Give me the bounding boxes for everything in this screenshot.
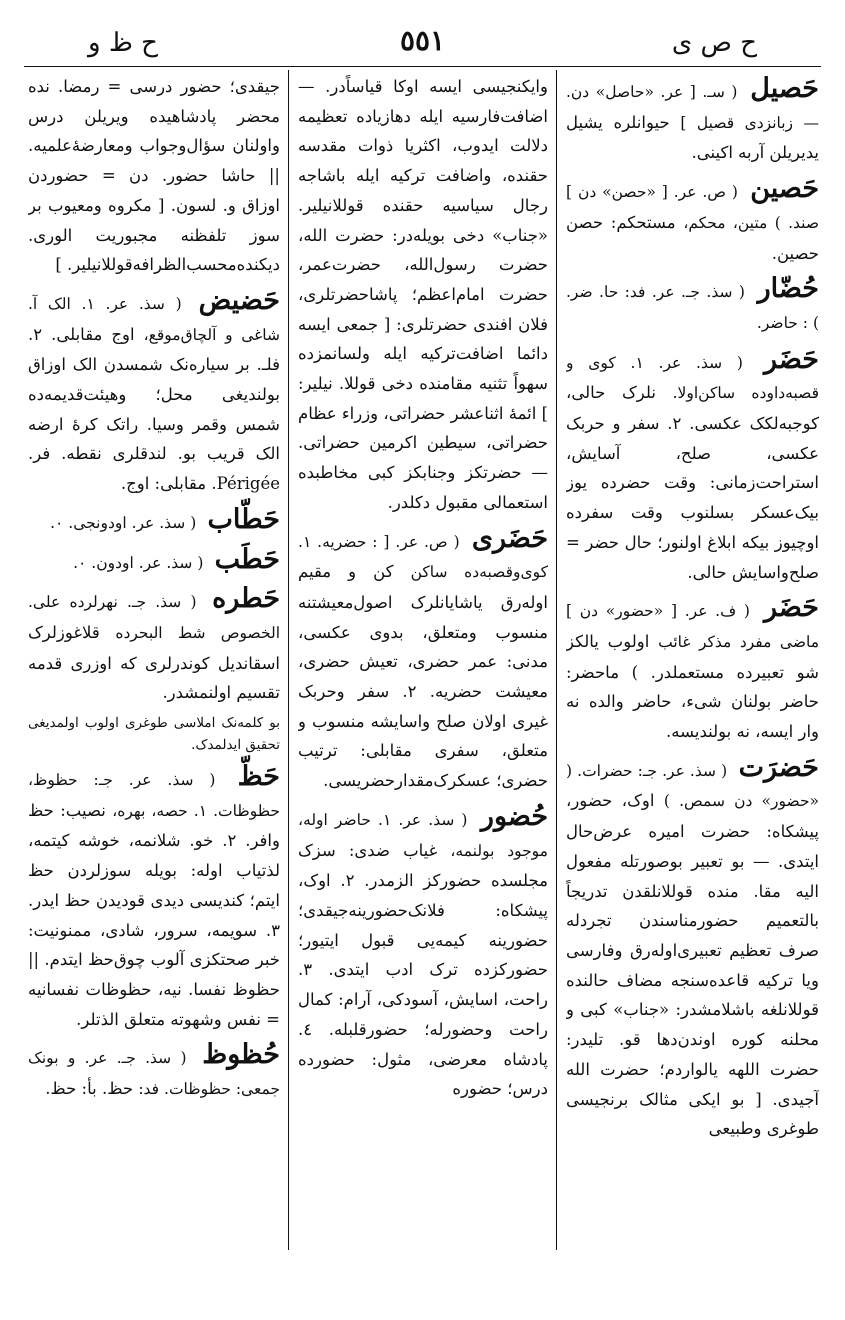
- entry-definition: غیاب ضدی: سزک مجلسده حضورکز الزمدر. ٢. اوک، پیشکاه: فلانک‌حضورینه‌جیقدی؛ حضورینه کیمه‌یی قبول ایتیور؛ حضورکزده ترک ادب ایتدی. ٣. راحت، اسایش، آسودکی، آرام: کمال راحت وحضورله؛ حضورقلبله. ٤. پادشاه معرضی، مثول: حضورده درس؛ حضوره: [298, 840, 548, 1099]
- entry-grammar-note: ( ص. عر. [ «حصن» دن ] صند. ) متین، محکم،: [566, 183, 819, 232]
- column-right: [566, 72, 819, 1246]
- dictionary-entry: [566, 751, 819, 1144]
- entry-definition: کن و مقیم اولەرق یاشایانلرک اصول‌معیشتنه منسوب ومتعلق، بدوی عکسی، مدنی: عمر حضری، تعیش حضری، معیشت حضریه. ٢. سفر وحربک غیری اولان صلح واسایشه منسوب و متعلق، سفری مقابلی: ترتیب حضری؛ عسکرک‌مقدار‌حضریسی.: [298, 562, 548, 791]
- entry-headword: حَطَب: [214, 543, 280, 575]
- editorial-note-text: بو کلمه‌نک املاسی طوغری اولوب اولمدیغی تحقیق ایدلمدک.: [28, 715, 280, 754]
- column-divider-left: [288, 70, 289, 1250]
- entry-definition: مستحکم: حصن حصین.: [566, 212, 819, 263]
- editorial-note: [28, 712, 280, 756]
- entry-grammar-note: ( سذ. عر. اودون. ٠.: [73, 553, 204, 572]
- entry-grammar-note: ( سذ. عر. ١. الک آ. شاغی و آلچاق‌موقع،: [28, 294, 280, 344]
- dictionary-entry: [566, 72, 819, 168]
- dictionary-entry: [28, 582, 280, 708]
- dictionary-entry: [28, 760, 280, 1034]
- entry-grammar-note: ( سذ. عر. جـ: حضرات. ( «حضور» دن سمص. ): [566, 761, 819, 811]
- dictionary-entry: [28, 543, 280, 579]
- dictionary-entry: [28, 284, 280, 499]
- dictionary-entry: [298, 522, 548, 796]
- dictionary-entry: [28, 1038, 280, 1104]
- page-header: [28, 22, 817, 66]
- entry-headword: حَطره: [212, 583, 280, 615]
- column-middle: [298, 72, 548, 1246]
- header-letters-right: ح ص ی: [671, 28, 757, 58]
- entry-definition: حیوانلره یشیل یدیریلن آربه اکینی.: [566, 112, 819, 163]
- entry-headword: حَضَر: [763, 343, 819, 375]
- entry-grammar-note: ( سذ. عر. جـ: حظوظ، حظوظات. ١. حصه، بهره،: [28, 771, 280, 820]
- entry-grammar-note: ( سذ. جـ. عر. و بونک جمعی: حظوظات. فد:: [28, 1049, 280, 1099]
- entry-grammar-note: ( سذ. جـ. نهرلرده علی. الخصوص شط البحرده: [28, 593, 280, 642]
- entry-grammar-note: ( سذ. جـ. عر. فد: حا. ضر. ) : حاضر.: [566, 283, 819, 332]
- entry-grammar-note: ( ص. عر. [ : حضریه. ١. کوی‌وقصبه‌ده ساکن: [298, 532, 548, 582]
- dictionary-entry: [566, 172, 819, 268]
- header-rule: [24, 66, 821, 67]
- entry-headword: حُضّار: [757, 273, 819, 305]
- entry-definition: اولوب یالکز شو تعبیرده مستعملدر. ) ماحضر: حاضر بولنان شیء، حاضر والده نه وار ایسه، نه بولندیسه.: [566, 631, 819, 742]
- page-number: ٥٥١: [399, 24, 446, 57]
- entry-headword: حَطّاب: [207, 503, 280, 535]
- dictionary-entry: [566, 591, 819, 747]
- entry-headword: حَصین: [750, 173, 819, 205]
- entry-grammar-note: ( سذ. عر. ١. حاضر اوله، موجود بولنمه،: [298, 810, 548, 860]
- header-letters-left: ح ظ و: [88, 28, 158, 58]
- entry-headword: حَضرَت: [738, 751, 819, 783]
- entry-definition: جیقدی؛ حضور درسی = رمضا. نده محضر پادشاهیده ویریلن درس واولنان سؤال‌وجواب ومعارضۀ‌علمیه. || حاشا حضور. دن = حضوردن اوزاق و. لسون. [ مکروه ومعیوب بر سوز تلفظنه مجبوریت الوری. دیکنده‌محسب‌الظرافه‌قوللانیلیر. ]: [28, 77, 280, 275]
- entry-definition: نلرک حالی، کوجبه‌لکک عکسی. ٢. سفر و حربک عکسی، صلح، آسایش، استراحت‌زمانی: وقت حضرده یوز بیک‌عسکر بسلنوب وقت سفرده اوچیوز بیکه ابلاغ اولنور؛ حال حضر = صلح‌واسایش حالی.: [566, 383, 819, 582]
- dictionary-entry-continued: [298, 72, 548, 518]
- entry-headword: حُضور: [480, 800, 548, 832]
- entry-headword: حَضَر: [763, 592, 819, 624]
- entry-definition: نصیب: حظ وافر. ٢. خو. شلانمه، خوشه کیتمه، لذتیاب اوله: بویله سوزلردن حظ ایتم؛ کندیسی دیدی قودیدن حظ ایدر. ٣. سویمه، سرور، شادی، ممنونیت: خبر صحتکزی آلوب چوق‌حظ ایتدم. || حظوظ نفسا. نیه، حظوظات نفسانیه = نفس وشهوته متعلق الذتلر.: [28, 800, 280, 1029]
- entry-definition: اوج مقابلی. ٢. فلـ. بر سیاره‌نک شمسدن الک اوزاق بولندیغی محل؛ وهیئت‌قدیمه‌ده شمس وقمر وسیا. راتک کرۀ ارضه الک قریب بو. لندقلری نقطه. فر. Périgée. مقابلی: اوج.: [28, 324, 280, 494]
- column-left: [28, 72, 280, 1246]
- entry-headword: حَضیض: [198, 284, 280, 316]
- column-divider-right: [556, 70, 557, 1250]
- entry-grammar-note: ( ف. عر. [ «حضور» دن ] ماضی مفرد مذکر غائب: [566, 602, 819, 651]
- entry-definition: حظ. بأ: حظ.: [45, 1079, 134, 1099]
- dictionary-entry: [566, 272, 819, 338]
- entry-grammar-note: ( سـ. [ عر. «حاصل» دن. — زبانزدی قصیل ]: [566, 83, 819, 132]
- entry-headword: حُظوظ: [202, 1039, 280, 1071]
- entry-definition: وایکنجیسی ایسه اوکا قیاساً‌در. — اضافت‌فارسیه ایله دهازیاده تعظیمه دلالت ایدوب، اکثریا ذوات مقدسه حقنده، واضافت ترکیه ایله باشاجه رجال سیاسیه حقنده قوللانیلیر. «جناب» دخی بویله‌در: حضرت الله، حضرت رسول‌الله، حضرت‌عمر، حضرت امام‌اعظم؛ پاشاحضرتلری، فلان افندی حضرتلری: [ جمعی ایسه دائما اضافت‌ترکیه ایله ولسانمزده سهواً تثنیه مقامنده دخی قوللا. نیلیر: ] ائمۀ اثناعشر حضراتی، وزراء عظام حضراتی، سیطین اکرمین حضراتی. — حضرتکز وجنابکز کبی مخاطبده استعمالی مقبول دکلدر.: [298, 77, 548, 512]
- dictionary-entry-continued: [28, 72, 280, 280]
- entry-headword: حَضَری: [471, 522, 548, 554]
- entry-definition: قلاغوزلرک اسقاندیل کوندرلری که اوزری قدمه تقسیم اولنمشدر.: [28, 622, 280, 703]
- entry-headword: حَظّ: [237, 761, 280, 793]
- dictionary-entry: [566, 343, 819, 588]
- dictionary-entry: [298, 800, 548, 1104]
- entry-definition: اوک، حضور، پیشکاه: حضرت امیره عرض‌حال ایتدی. — بو تعبیر بوصورتله مفعول الیه مقا. منده قوللانلقدن تدریجاً بالتعمیم حضورمناسندن تجردله صرف تعظیم تعبیری‌اولەرق وفارسی ویا ترکیه قاعده‌سنجه مضاف حالنده قوللانلغه باشلامشدر: «جناب» کبی و محلنه کوره اوندن‌دها قو. تلیدر: حضرت اللهه یالواردم؛ حضرت الله آجیدی. [ بو ایکی مثالک برنجیسی طوغری وطبیعی: [566, 791, 819, 1139]
- entry-grammar-note: ( سذ. عر. ١. کوی و قصبه‌داوده ساکن‌اوﻻ.: [566, 353, 819, 403]
- entry-grammar-note: ( سذ. عر. اودونجی. ٠.: [50, 513, 197, 532]
- dictionary-entry: [28, 503, 280, 539]
- entry-headword: حَصیل: [750, 73, 819, 104]
